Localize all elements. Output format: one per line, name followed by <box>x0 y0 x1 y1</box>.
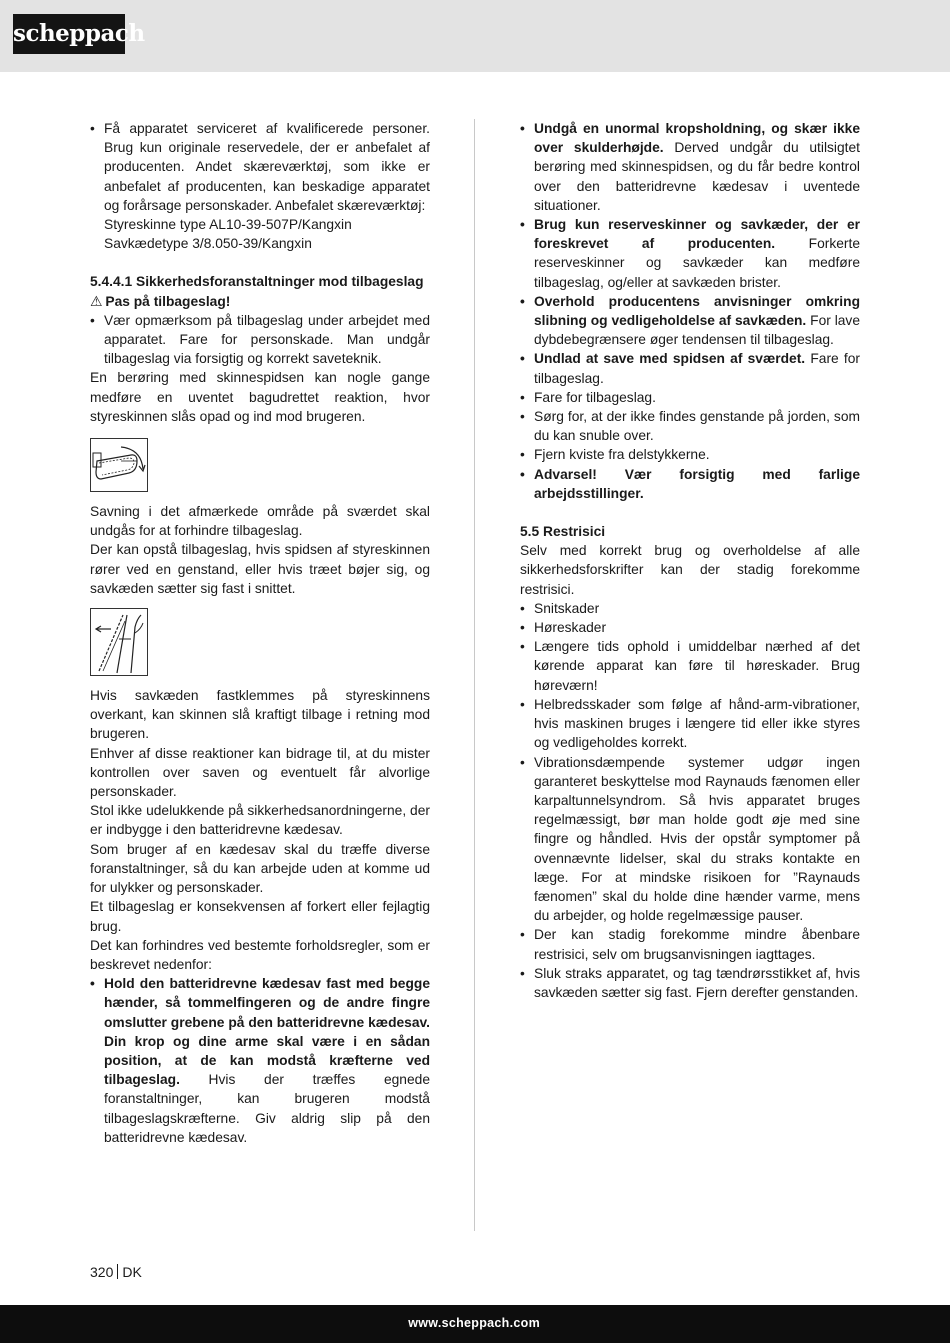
list-item: • Få apparatet serviceret af kvalificerede personer. Brug kun originale reservedele, der er anbefalet af producenten. Andet skæreværktøj, som ikke er anbefalet af producenten, kan beskadige apparatet og forårsage personskader. Anbefalet skæreværktøj: <box>90 119 430 215</box>
paragraph: Stol ikke udelukkende på sikkerhedsanordningerne, der er indbygge i den batteridrevne kædesav. <box>90 803 430 838</box>
list-item: • Fjern kviste fra delstykkerne. <box>520 445 860 464</box>
page-header <box>0 0 950 72</box>
column-divider <box>474 119 475 1231</box>
warning-icon: ⚠ <box>90 293 103 309</box>
left-column <box>90 119 430 1147</box>
paragraph: Det kan forhindres ved bestemte forholdsregler, som er beskrevet nedenfor: <box>90 937 430 972</box>
list-item: • Sørg for, at der ikke findes genstande på jorden, som du kan snuble over. <box>520 407 860 445</box>
paragraph: Savning i det afmærkede område på sværdet skal undgås for at forhindre tilbageslag. <box>90 504 430 539</box>
list-item: • Overhold producentens anvisninger omkring slibning og vedligeholdelse af savkæden. For lave dybdebegrænsere øger tendensen til tilbageslag. <box>520 292 860 350</box>
list-item: • Fare for tilbageslag. <box>520 388 860 407</box>
list-item: • Brug kun reserveskinner og savkæder, der er foreskrevet af producenten. Forkerte reserveskinner og savkæder kan medføre tilbageslag, og/eller at savkæden brister. <box>520 215 860 292</box>
warning-label: Pas på tilbageslag! <box>105 293 231 309</box>
list-item: • Undlad at save med spidsen af sværdet. Fare for tilbageslag. <box>520 349 860 387</box>
warning-line <box>90 292 430 311</box>
list-item: • Der kan stadig forekomme mindre åbenbare restrisici, selv om brugsanvisningen iagttages. <box>520 925 860 963</box>
section-heading: 5.4.4.1 Sikkerhedsforanstaltninger mod tilbageslag <box>90 274 424 290</box>
tool-line: Styreskinne type AL10-39-507P/Kangxin <box>104 217 352 233</box>
list-item: • Høreskader <box>520 618 860 637</box>
right-column <box>520 119 860 1002</box>
list-item: • Længere tids ophold i umiddelbar nærhed af det kørende apparat kan føre til høreskader. Brug høreværn! <box>520 637 860 695</box>
language-code: DK <box>122 1264 142 1280</box>
bottom-bar <box>0 1305 950 1343</box>
kickback-zone-icon <box>90 438 148 492</box>
paragraph: Som bruger af en kædesav skal du træffe diverse foranstaltninger, så du kan arbejde uden at komme ud for ulykker og personskader. <box>90 841 430 896</box>
paragraph: Et tilbageslag er konsekvensen af forkert eller fejlagtig brug. <box>90 899 430 934</box>
page-number: 320 <box>90 1264 114 1280</box>
brand-logo: scheppach <box>13 14 125 54</box>
list-item: • Helbredsskader som følge af hånd-arm-vibrationer, hvis maskinen bruges i længere tid eller ikke styres og vedligeholdes korrekt. <box>520 695 860 753</box>
paragraph: Enhver af disse reaktioner kan bidrage til, at du mister kontrollen over saven og eventuelt får alvorlige personskader. <box>90 745 430 800</box>
paragraph: En berøring med skinnespidsen kan nogle gange medføre en uventet bagudrettet reaktion, hvor styreskinnen slås opad og ind mod brugeren. <box>90 370 430 424</box>
list-item: • Undgå en unormal kropsholdning, og skær ikke over skulderhøjde. Derved undgår du utilsigtet berøring med skinnespidsen, og du får bedre kontrol over den batteridrevne kædesav i uventede situationer. <box>520 119 860 215</box>
list-item: • Sluk straks apparatet, og tag tændrørsstikket af, hvis savkæden sætter sig fast. Fjern derefter genstanden. <box>520 964 860 1002</box>
section-heading: 5.5 Restrisici <box>520 524 606 540</box>
website-url: www.scheppach.com <box>408 1316 540 1330</box>
list-item: • Snitskader <box>520 599 860 618</box>
paragraph: Der kan opstå tilbageslag, hvis spidsen af styreskinnen rører ved en genstand, eller hvis træet bøjer sig, og savkæden sætter sig fast i snittet. <box>90 542 430 596</box>
list-item: • Vibrationsdæmpende systemer udgør ingen garanteret beskyttelse mod Raynauds fænomen eller karpaltunnelsyndrom. Så hvis apparatet bruges regelmæssigt, bør man holde godt øje med sine fingre og håndled. Hvis der opstår symptomer på ovennævnte lidelser, skal du straks kontakte en læge. For at mindske risikoen for ”Raynauds fænomen” skal du holde dine hænder varme, mens du arbejder, og holde regelmæssige pauser. <box>520 753 860 926</box>
tool-line: Savkædetype 3/8.050-39/Kangxin <box>104 236 312 252</box>
footer-separator <box>117 1264 118 1279</box>
paragraph: Selv med korrekt brug og overholdelse af alle sikkerhedsforskrifter kan der stadig forekomme restrisici. <box>520 543 860 597</box>
list-item: • Hold den batteridrevne kædesav fast med begge hænder, så tommelfingeren og de andre fingre omslutter grebene på den batteridrevne kædesav. Din krop og dine arme skal være i en sådan position, at de kan modstå kræfterne ved tilbageslag. Hvis der træffes egnede foranstaltninger, kan brugeren modstå tilbageslagskræfterne. Giv aldrig slip på den batteridrevne kædesav. <box>90 974 430 1147</box>
list-item: • Vær opmærksom på tilbageslag under arbejdet med apparatet. Fare for personskade. Man undgår tilbageslag via forsigtig og korrekt saveteknik. <box>90 311 430 369</box>
paragraph: Hvis savkæden fastklemmes på styreskinnens overkant, kan skinnen slå kraftigt tilbage i retning mod brugeren. <box>90 688 430 742</box>
pinched-chain-icon <box>90 608 148 676</box>
page-footer <box>90 1264 142 1280</box>
list-item: • Advarsel! Vær forsigtig med farlige arbejdsstillinger. <box>520 465 860 503</box>
